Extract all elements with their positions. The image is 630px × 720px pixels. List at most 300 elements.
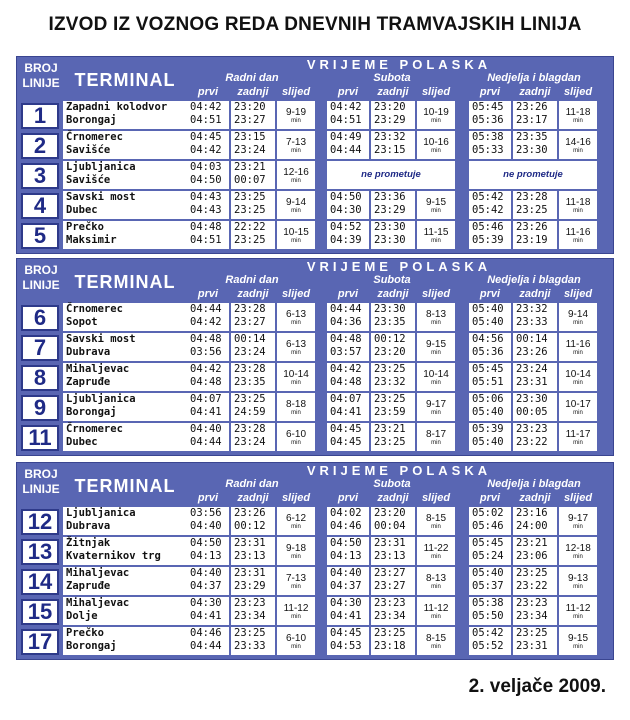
first-departures bbox=[469, 537, 511, 565]
first-departures bbox=[327, 131, 369, 159]
ne-prometuje: ne prometuje bbox=[327, 161, 455, 189]
headway-value: 9-18 bbox=[285, 543, 306, 554]
headway-value: 8-13 bbox=[425, 309, 446, 320]
headway bbox=[559, 363, 597, 391]
departure-time: 23:25 bbox=[234, 191, 266, 203]
last-departures bbox=[371, 333, 415, 361]
departure-time: 23:22 bbox=[516, 436, 548, 448]
last-departures bbox=[513, 191, 557, 219]
departure-time: 23:34 bbox=[234, 610, 266, 622]
first-departures bbox=[469, 627, 511, 655]
departure-time: 00:14 bbox=[516, 333, 548, 345]
headway bbox=[277, 537, 315, 565]
terminal-names bbox=[63, 131, 187, 159]
first-departures bbox=[187, 131, 229, 159]
departure-time: 23:26 bbox=[234, 507, 266, 519]
header-slijed: slijed bbox=[281, 492, 311, 504]
last-departures bbox=[371, 507, 415, 535]
line-number-badge: 4 bbox=[21, 193, 59, 219]
last-departures bbox=[231, 627, 275, 655]
departure-time: 05:45 bbox=[472, 363, 504, 375]
departure-time: 05:38 bbox=[472, 597, 504, 609]
terminal-name: Zapruđe bbox=[66, 580, 111, 592]
publication-date: 2. veljače 2009. bbox=[468, 676, 606, 697]
departure-time: 04:46 bbox=[330, 520, 362, 532]
line-number-badge: 7 bbox=[21, 335, 59, 361]
departure-time: 23:24 bbox=[516, 363, 548, 375]
header-prvi: prvi bbox=[337, 86, 359, 98]
last-departures bbox=[231, 537, 275, 565]
departure-time: 04:45 bbox=[330, 436, 362, 448]
headway bbox=[559, 567, 597, 595]
departure-time: 04:51 bbox=[330, 114, 362, 126]
last-departures bbox=[371, 221, 415, 249]
last-departures bbox=[513, 507, 557, 535]
departure-time: 23:26 bbox=[516, 221, 548, 233]
ne-prometuje: ne prometuje bbox=[469, 161, 597, 189]
terminal-name: Borongaj bbox=[66, 640, 117, 652]
first-departures bbox=[187, 333, 229, 361]
header-vrijeme-polaska: VRIJEME POLASKA bbox=[306, 259, 492, 274]
first-departures bbox=[327, 627, 369, 655]
departure-time: 05:40 bbox=[472, 436, 504, 448]
line-number-badge: 11 bbox=[21, 425, 59, 451]
headway bbox=[277, 101, 315, 129]
departure-time: 23:32 bbox=[374, 376, 406, 388]
departure-time: 23:24 bbox=[234, 436, 266, 448]
headway bbox=[417, 537, 455, 565]
headway-unit: min bbox=[431, 524, 441, 530]
headway bbox=[277, 363, 315, 391]
departure-time: 23:31 bbox=[234, 567, 266, 579]
departure-time: 04:41 bbox=[330, 610, 362, 622]
terminal-names bbox=[63, 363, 187, 391]
departure-time: 23:26 bbox=[516, 101, 548, 113]
headway-value: 12-16 bbox=[283, 167, 309, 178]
terminal-name: Savski most bbox=[66, 333, 136, 345]
departure-time: 04:42 bbox=[190, 363, 222, 375]
departure-time: 23:30 bbox=[374, 303, 406, 315]
departure-time: 04:44 bbox=[190, 436, 222, 448]
terminal-name: Ljubljanica bbox=[66, 393, 136, 405]
terminal-name: Prečko bbox=[66, 221, 104, 233]
headway-unit: min bbox=[431, 644, 441, 650]
first-departures bbox=[327, 363, 369, 391]
header-terminal: TERMINAL bbox=[74, 70, 176, 90]
last-departures bbox=[513, 363, 557, 391]
headway-unit: min bbox=[573, 644, 583, 650]
departure-time: 05:40 bbox=[472, 567, 504, 579]
headway bbox=[277, 333, 315, 361]
departure-time: 04:42 bbox=[190, 316, 222, 328]
first-departures bbox=[469, 303, 511, 331]
terminal-name: Črnomerec bbox=[66, 131, 123, 143]
terminal-name: Borongaj bbox=[66, 114, 117, 126]
last-departures bbox=[513, 567, 557, 595]
first-departures bbox=[327, 537, 369, 565]
first-departures bbox=[327, 393, 369, 421]
headway-unit: min bbox=[431, 238, 441, 244]
terminal-name: Zapadni kolodvor bbox=[66, 101, 168, 113]
last-departures bbox=[231, 507, 275, 535]
headway-unit: min bbox=[431, 440, 441, 446]
first-departures bbox=[469, 567, 511, 595]
headway-unit: min bbox=[291, 584, 301, 590]
departure-time: 23:36 bbox=[374, 191, 406, 203]
header-zadnji: zadnji bbox=[519, 492, 551, 504]
headway-value: 9-14 bbox=[567, 309, 588, 320]
departure-time: 04:30 bbox=[330, 597, 362, 609]
departure-time: 23:27 bbox=[234, 114, 266, 126]
departure-time: 23:18 bbox=[374, 640, 406, 652]
first-departures bbox=[187, 191, 229, 219]
headway-value: 6-10 bbox=[285, 429, 306, 440]
terminal-name: Mihaljevac bbox=[66, 567, 130, 579]
departure-time: 04:39 bbox=[330, 234, 362, 246]
departure-time: 23:25 bbox=[234, 393, 266, 405]
headway-value: 10-16 bbox=[423, 137, 449, 148]
header-prvi: prvi bbox=[479, 288, 501, 300]
departure-time: 23:33 bbox=[516, 316, 548, 328]
headway-unit: min bbox=[573, 350, 583, 356]
last-departures bbox=[513, 333, 557, 361]
headway-unit: min bbox=[573, 614, 583, 620]
header-day: Radni dan bbox=[225, 274, 279, 286]
first-departures bbox=[327, 101, 369, 129]
terminal-names bbox=[63, 393, 187, 421]
headway-value: 7-13 bbox=[285, 573, 306, 584]
terminal-name: Črnomerec bbox=[66, 423, 123, 435]
departure-time: 04:45 bbox=[330, 627, 362, 639]
departure-time: 23:25 bbox=[374, 363, 406, 375]
last-departures bbox=[513, 101, 557, 129]
terminal-name: Mihaljevac bbox=[66, 363, 130, 375]
first-departures bbox=[187, 393, 229, 421]
departure-time: 04:43 bbox=[190, 191, 222, 203]
departure-time: 04:50 bbox=[330, 191, 362, 203]
departure-time: 04:56 bbox=[472, 333, 504, 345]
departure-time: 05:52 bbox=[472, 640, 504, 652]
headway-value: 6-13 bbox=[285, 309, 306, 320]
headway bbox=[277, 393, 315, 421]
departure-time: 04:41 bbox=[190, 610, 222, 622]
departure-time: 00:07 bbox=[234, 174, 266, 186]
last-departures bbox=[231, 363, 275, 391]
headway bbox=[417, 627, 455, 655]
departure-time: 04:13 bbox=[190, 550, 222, 562]
headway bbox=[277, 303, 315, 331]
last-departures bbox=[371, 597, 415, 625]
headway-value: 8-18 bbox=[285, 399, 306, 410]
last-departures bbox=[371, 303, 415, 331]
first-departures bbox=[327, 567, 369, 595]
departure-time: 23:25 bbox=[234, 204, 266, 216]
first-departures bbox=[469, 597, 511, 625]
headway bbox=[417, 507, 455, 535]
headway bbox=[559, 627, 597, 655]
departure-time: 23:29 bbox=[234, 580, 266, 592]
headway-value: 6-13 bbox=[285, 339, 306, 350]
header-zadnji: zadnji bbox=[237, 492, 269, 504]
line-number-badge: 15 bbox=[21, 599, 59, 625]
headway-value: 11-12 bbox=[423, 603, 449, 614]
headway-unit: min bbox=[291, 320, 301, 326]
last-departures bbox=[513, 537, 557, 565]
headway-value: 8-17 bbox=[425, 429, 446, 440]
headway-unit: min bbox=[573, 238, 583, 244]
first-departures bbox=[469, 363, 511, 391]
departure-time: 23:23 bbox=[516, 597, 548, 609]
departure-time: 23:21 bbox=[234, 161, 266, 173]
first-departures bbox=[327, 423, 369, 451]
last-departures bbox=[513, 303, 557, 331]
headway-unit: min bbox=[431, 380, 441, 386]
line-number-badge: 12 bbox=[21, 509, 59, 535]
headway-value: 8-15 bbox=[425, 633, 446, 644]
departure-time: 04:48 bbox=[190, 376, 222, 388]
headway bbox=[559, 507, 597, 535]
header-zadnji: zadnji bbox=[377, 288, 409, 300]
headway bbox=[277, 627, 315, 655]
headway-unit: min bbox=[291, 524, 301, 530]
terminal-names bbox=[63, 161, 187, 189]
first-departures bbox=[327, 191, 369, 219]
departure-time: 04:44 bbox=[330, 144, 362, 156]
departure-time: 04:03 bbox=[190, 161, 222, 173]
departure-time: 05:36 bbox=[472, 114, 504, 126]
departure-time: 04:50 bbox=[190, 537, 222, 549]
departure-time: 04:42 bbox=[190, 144, 222, 156]
line-number-badge: 17 bbox=[21, 629, 59, 655]
headway bbox=[559, 221, 597, 249]
terminal-name: Mihaljevac bbox=[66, 597, 130, 609]
last-departures bbox=[513, 423, 557, 451]
departure-time: 23:31 bbox=[234, 537, 266, 549]
terminal-name: Dolje bbox=[66, 610, 98, 622]
first-departures bbox=[187, 537, 229, 565]
headway bbox=[277, 423, 315, 451]
departure-time: 24:59 bbox=[234, 406, 266, 418]
headway bbox=[277, 507, 315, 535]
departure-time: 00:14 bbox=[234, 333, 266, 345]
departure-time: 05:46 bbox=[472, 221, 504, 233]
last-departures bbox=[231, 567, 275, 595]
headway bbox=[277, 191, 315, 219]
terminal-name: Savišće bbox=[66, 144, 111, 156]
headway-unit: min bbox=[573, 554, 583, 560]
header-day: Subota bbox=[373, 72, 411, 84]
line-number-badge: 14 bbox=[21, 569, 59, 595]
departure-time: 23:25 bbox=[516, 567, 548, 579]
last-departures bbox=[231, 101, 275, 129]
headway-unit: min bbox=[431, 554, 441, 560]
departure-time: 04:40 bbox=[190, 567, 222, 579]
headway bbox=[417, 191, 455, 219]
terminal-name: Savišće bbox=[66, 174, 111, 186]
header-terminal: TERMINAL bbox=[74, 476, 176, 496]
departure-time: 00:12 bbox=[234, 520, 266, 532]
header-zadnji: zadnji bbox=[377, 492, 409, 504]
header-prvi: prvi bbox=[197, 288, 219, 300]
headway-value: 10-14 bbox=[565, 369, 591, 380]
headway-unit: min bbox=[573, 380, 583, 386]
headway bbox=[417, 363, 455, 391]
departure-time: 04:42 bbox=[190, 101, 222, 113]
first-departures bbox=[187, 597, 229, 625]
header-prvi: prvi bbox=[197, 86, 219, 98]
departure-time: 04:48 bbox=[330, 333, 362, 345]
terminal-names bbox=[63, 567, 187, 595]
terminal-name: Ljubljanica bbox=[66, 507, 136, 519]
departure-time: 23:28 bbox=[234, 363, 266, 375]
header-broj-linije bbox=[19, 263, 63, 299]
first-departures bbox=[187, 303, 229, 331]
last-departures bbox=[371, 131, 415, 159]
departure-time: 23:31 bbox=[516, 376, 548, 388]
departure-time: 04:45 bbox=[330, 423, 362, 435]
departure-time: 04:42 bbox=[330, 363, 362, 375]
departure-time: 23:29 bbox=[374, 204, 406, 216]
headway bbox=[277, 221, 315, 249]
terminal-names bbox=[63, 303, 187, 331]
header-slijed: slijed bbox=[421, 86, 451, 98]
headway bbox=[277, 567, 315, 595]
headway-value: 8-15 bbox=[425, 513, 446, 524]
departure-time: 04:30 bbox=[330, 204, 362, 216]
headway bbox=[277, 161, 315, 189]
departure-time: 23:20 bbox=[374, 507, 406, 519]
headway-value: 11-15 bbox=[423, 227, 449, 238]
terminal-names bbox=[63, 101, 187, 129]
headway-unit: min bbox=[431, 350, 441, 356]
headway-value: 11-16 bbox=[565, 227, 591, 238]
headway-unit: min bbox=[291, 440, 301, 446]
headway-value: 9-17 bbox=[425, 399, 446, 410]
headway-unit: min bbox=[431, 148, 441, 154]
headway-unit: min bbox=[431, 320, 441, 326]
headway-value: 9-15 bbox=[425, 197, 446, 208]
departure-time: 23:35 bbox=[374, 316, 406, 328]
first-departures bbox=[327, 303, 369, 331]
header-day: Nedjelja i blagdan bbox=[487, 274, 581, 286]
header-slijed: slijed bbox=[563, 86, 593, 98]
last-departures bbox=[513, 393, 557, 421]
headway bbox=[417, 333, 455, 361]
header-broj-linije bbox=[19, 61, 63, 97]
headway-unit: min bbox=[291, 410, 301, 416]
headway-value: 8-13 bbox=[425, 573, 446, 584]
departure-time: 23:21 bbox=[516, 537, 548, 549]
headway-unit: min bbox=[573, 584, 583, 590]
headway-value: 10-17 bbox=[565, 399, 591, 410]
departure-time: 23:20 bbox=[374, 101, 406, 113]
terminal-name: Dubrava bbox=[66, 520, 111, 532]
departure-time: 04:46 bbox=[190, 627, 222, 639]
first-departures bbox=[187, 567, 229, 595]
departure-time: 23:59 bbox=[374, 406, 406, 418]
headway bbox=[417, 567, 455, 595]
terminal-names bbox=[63, 423, 187, 451]
departure-time: 04:44 bbox=[190, 303, 222, 315]
last-departures bbox=[231, 597, 275, 625]
headway-value: 11-22 bbox=[423, 543, 449, 554]
last-departures bbox=[231, 423, 275, 451]
departure-time: 23:31 bbox=[516, 640, 548, 652]
terminal-name: Maksimir bbox=[66, 234, 117, 246]
first-departures bbox=[469, 191, 511, 219]
departure-time: 23:35 bbox=[234, 376, 266, 388]
terminal-names bbox=[63, 537, 187, 565]
headway-unit: min bbox=[291, 350, 301, 356]
header-prvi: prvi bbox=[337, 288, 359, 300]
departure-time: 24:00 bbox=[516, 520, 548, 532]
departure-time: 23:15 bbox=[234, 131, 266, 143]
header-day: Radni dan bbox=[225, 478, 279, 490]
line-number-badge: 3 bbox=[21, 163, 59, 189]
departure-time: 23:33 bbox=[234, 640, 266, 652]
terminal-name: Borongaj bbox=[66, 406, 117, 418]
terminal-names bbox=[63, 597, 187, 625]
last-departures bbox=[513, 597, 557, 625]
header-slijed: slijed bbox=[421, 288, 451, 300]
terminal-names bbox=[63, 191, 187, 219]
departure-time: 23:25 bbox=[516, 204, 548, 216]
headway bbox=[417, 221, 455, 249]
first-departures bbox=[469, 221, 511, 249]
headway bbox=[417, 393, 455, 421]
last-departures bbox=[371, 393, 415, 421]
departure-time: 00:05 bbox=[516, 406, 548, 418]
departure-time: 05:39 bbox=[472, 423, 504, 435]
departure-time: 23:34 bbox=[374, 610, 406, 622]
headway-value: 6-12 bbox=[285, 513, 306, 524]
last-departures bbox=[371, 363, 415, 391]
departure-time: 05:40 bbox=[472, 406, 504, 418]
departure-time: 05:39 bbox=[472, 234, 504, 246]
line-number-badge: 2 bbox=[21, 133, 59, 159]
headway-unit: min bbox=[431, 614, 441, 620]
departure-time: 05:36 bbox=[472, 346, 504, 358]
headway-unit: min bbox=[431, 410, 441, 416]
headway-value: 9-15 bbox=[425, 339, 446, 350]
headway-unit: min bbox=[431, 584, 441, 590]
headway-value: 9-15 bbox=[567, 633, 588, 644]
headway-unit: min bbox=[291, 208, 301, 214]
departure-time: 23:25 bbox=[374, 627, 406, 639]
last-departures bbox=[371, 191, 415, 219]
header-zadnji: zadnji bbox=[237, 288, 269, 300]
departure-time: 23:32 bbox=[516, 303, 548, 315]
first-departures bbox=[469, 507, 511, 535]
header-zadnji: zadnji bbox=[519, 86, 551, 98]
first-departures bbox=[187, 627, 229, 655]
departure-time: 23:26 bbox=[516, 346, 548, 358]
departure-time: 04:40 bbox=[190, 520, 222, 532]
departure-time: 23:25 bbox=[516, 627, 548, 639]
departure-time: 05:46 bbox=[472, 520, 504, 532]
departure-time: 23:15 bbox=[374, 144, 406, 156]
departure-time: 23:28 bbox=[234, 303, 266, 315]
departure-time: 23:20 bbox=[374, 346, 406, 358]
last-departures bbox=[231, 161, 275, 189]
departure-time: 04:30 bbox=[190, 597, 222, 609]
header-broj-linije bbox=[19, 467, 63, 503]
departure-time: 04:48 bbox=[190, 333, 222, 345]
first-departures bbox=[469, 423, 511, 451]
departure-time: 05:38 bbox=[472, 131, 504, 143]
departure-time: 05:40 bbox=[472, 303, 504, 315]
departure-time: 23:32 bbox=[374, 131, 406, 143]
